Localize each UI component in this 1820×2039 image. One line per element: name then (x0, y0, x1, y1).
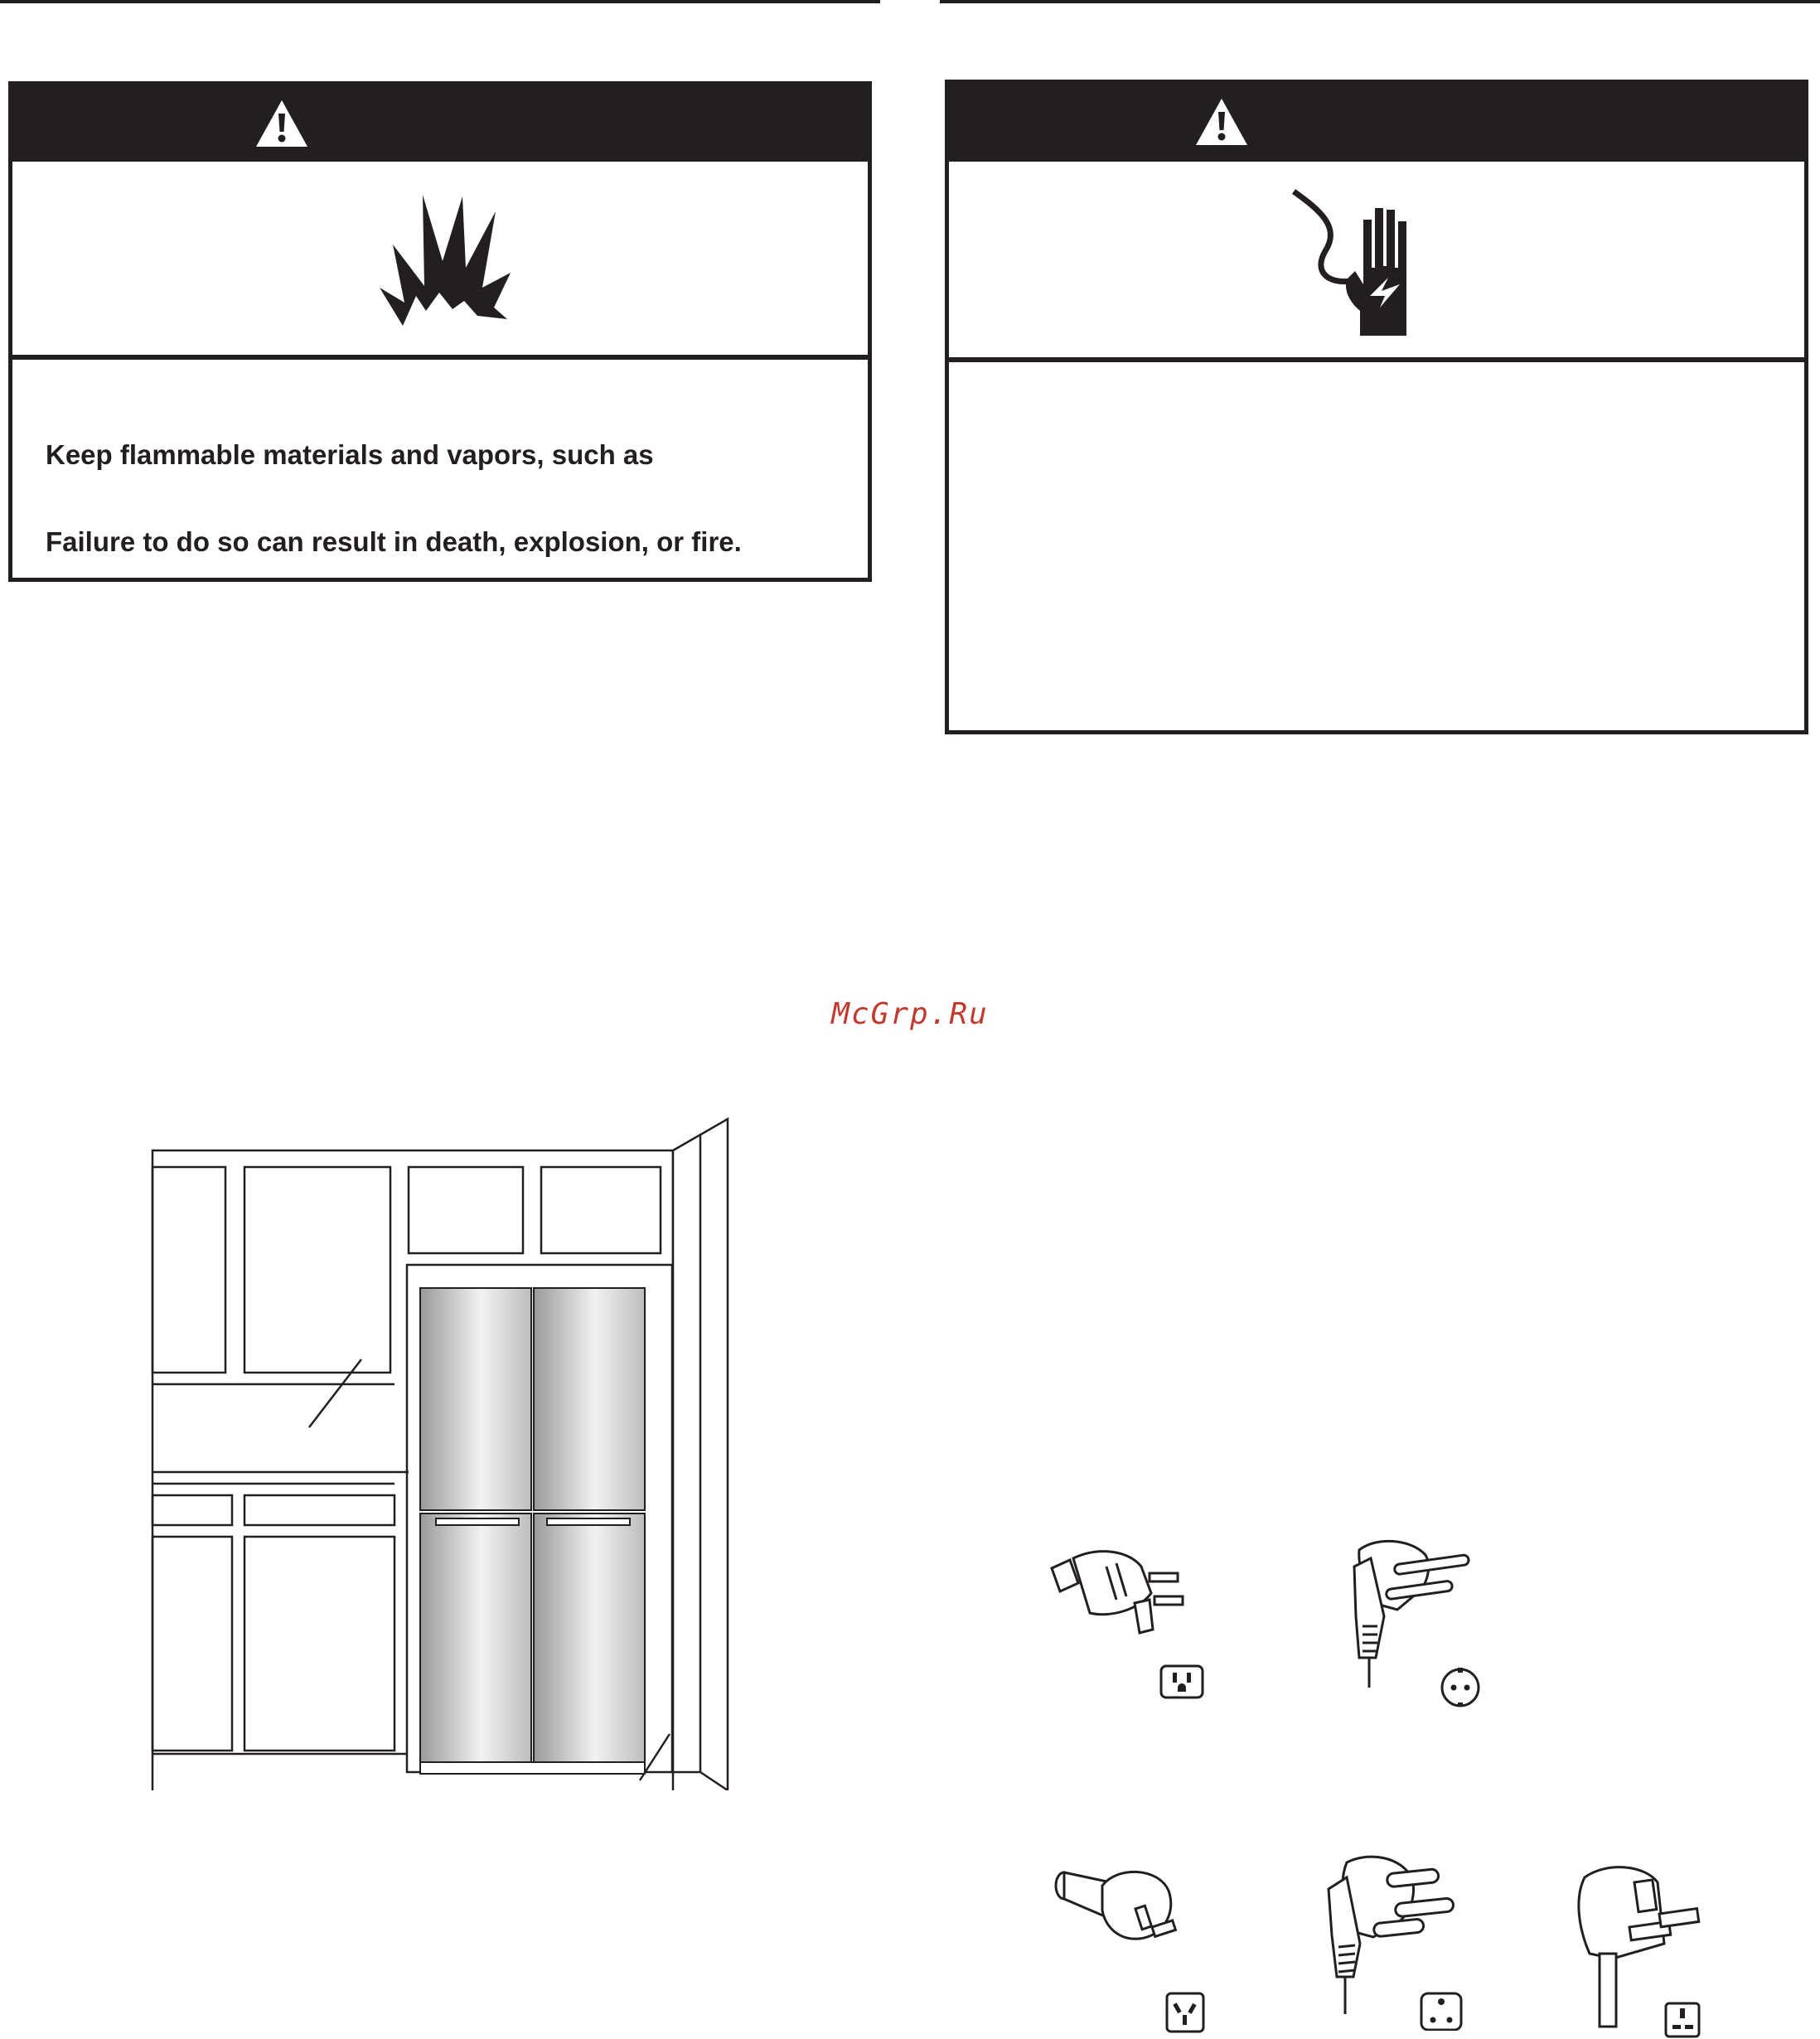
warning-header-bar (12, 85, 868, 162)
warning-text-line-1: Keep flammable materials and vapors, such as (46, 439, 654, 470)
warning-text-line-2: Failure to do so can result in death, explosion, or fire. (46, 526, 742, 557)
top-rule-left (0, 0, 880, 3)
uk-plug-illustration (1566, 1861, 1732, 2039)
warning-header-bar-right (949, 84, 1804, 162)
indian-plug-illustration (1322, 1853, 1488, 2031)
euro-plug-illustration (1343, 1533, 1500, 1707)
warning-triangle-icon-right (1194, 97, 1249, 147)
shock-warning-box (945, 80, 1808, 734)
warning-divider (12, 355, 868, 360)
watermark: McGrp.Ru (831, 997, 989, 1031)
us-plug-illustration (1048, 1542, 1214, 1699)
australian-plug-illustration (1053, 1861, 1218, 2035)
explosion-warning-box (8, 81, 872, 582)
top-rule-right (940, 0, 1820, 3)
explosion-icon (373, 186, 522, 327)
refrigerator-installation-illustration (133, 1111, 729, 1790)
electric-shock-icon (1289, 186, 1438, 344)
warning-divider-right (949, 357, 1804, 362)
warning-triangle-icon (254, 99, 309, 148)
